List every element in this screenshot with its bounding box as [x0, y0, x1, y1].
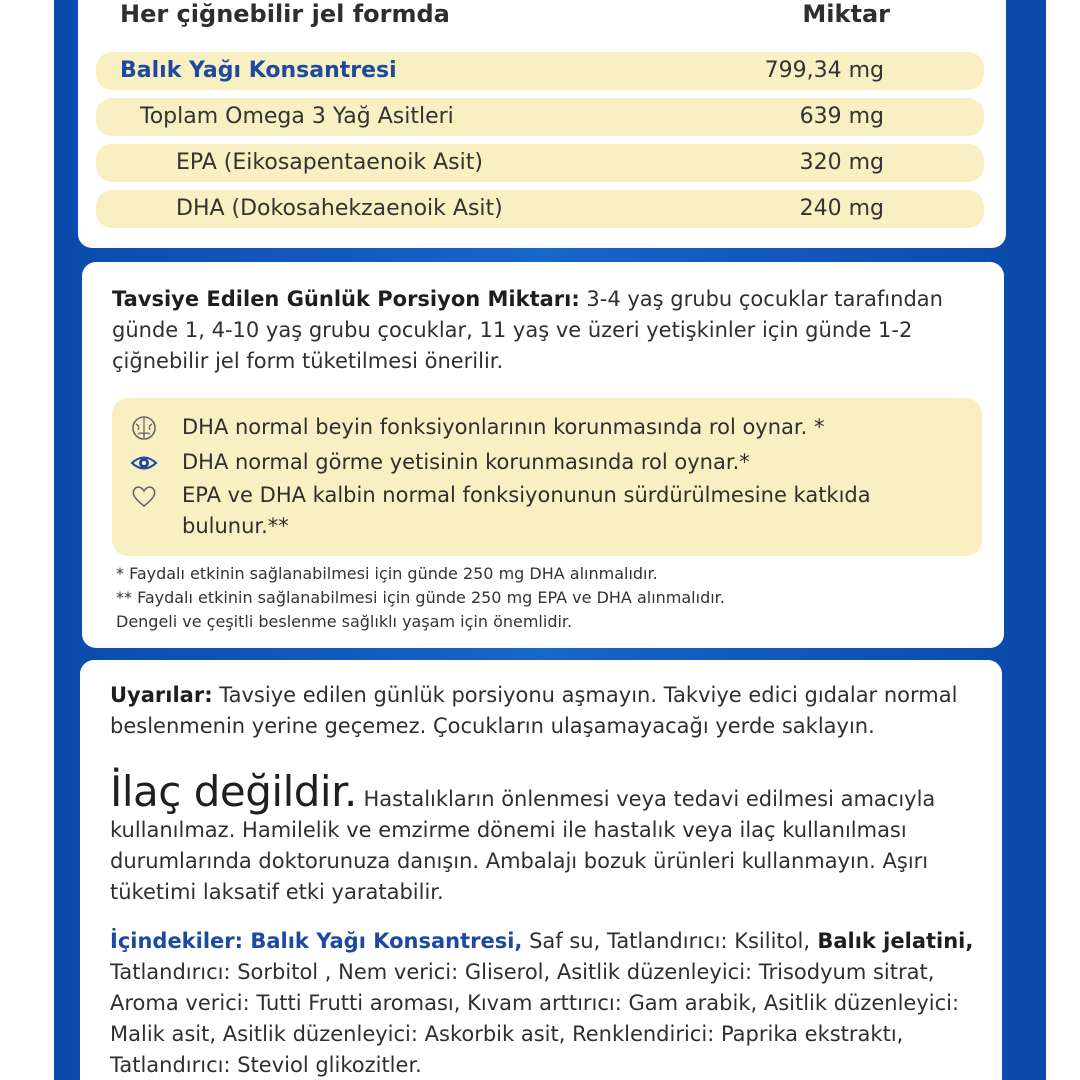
dosage-text [112, 284, 984, 377]
brain-icon [130, 415, 158, 441]
nutrition-header-right: Miktar [802, 0, 890, 28]
not-medicine-heading: İlaç değildir. [110, 767, 357, 816]
nutrient-amount: 639 mg [799, 104, 884, 129]
nutrient-name: Toplam Omega 3 Yağ Asitleri [140, 104, 454, 129]
nutrition-panel [78, 0, 1006, 248]
dosage-body: 3-4 yaş grubu çocuklar tarafından günde 1, 4-10 yaş grubu çocuklar, 11 yaş ve üzeri yetişkinler için günde 1-2 çiğnebilir jel form tüketilmesi önerilir. [112, 287, 943, 373]
nutrient-amount: 799,34 mg [764, 58, 884, 83]
eye-icon [130, 450, 158, 476]
nutrient-name: EPA (Eikosapentaenoik Asit) [176, 150, 483, 175]
nutrition-row [96, 98, 984, 136]
claim-text: EPA ve DHA kalbin normal fonksiyonunun sürdürülmesine katkıda bulunur.** [182, 483, 871, 538]
claim-text: DHA normal beyin fonksiyonlarının korunmasında rol oynar. * [182, 415, 825, 439]
ingredients-text [110, 926, 982, 1080]
right-edge [1046, 0, 1080, 1080]
not-medicine-body: Hastalıkların önlenmesi veya tedavi edilmesi amacıyla kullanılmaz. Hamilelik ve emzirme dönemi ile hastalık veya ilaç kullanılması durumlarında doktorunuza danışın. Ambalajı bozuk ürünleri kullanmayın. Aşırı tüketimi laksatif etki yaratabilir. [110, 787, 936, 904]
warnings-label: Uyarılar: [110, 683, 213, 707]
health-claims-box [112, 398, 982, 556]
nutrient-name: DHA (Dokosahekzaenoik Asit) [176, 196, 503, 221]
ingredients-part2: Tatlandırıcı: Sorbitol , Nem verici: Gliserol, Asitlik düzenleyici: Trisodyum sitrat, Aroma verici: Tutti Frutti aroması, Kıvam arttırıcı: Gam arabik, Asitlik düzenleyici: Malik asit, Asitlik düzenleyici: Askorbik asit, Renklendirici: Paprika ekstraktı, Tatlandırıcı: Steviol glikozitler. [110, 960, 960, 1077]
nutrition-row [96, 52, 984, 90]
claim-text: DHA normal görme yetisinin korunmasında rol oynar.* [182, 450, 750, 474]
nutrient-amount: 320 mg [799, 150, 884, 175]
dosage-label: Tavsiye Edilen Günlük Porsiyon Miktarı: [112, 287, 580, 311]
nutrition-row [96, 190, 984, 228]
warnings-panel [80, 660, 1002, 1080]
ingredient-fish-gelatin: Balık jelatini, [810, 929, 974, 953]
ingredients-part1: Saf su, Tatlandırıcı: Ksilitol, [522, 929, 811, 953]
warnings-body: Tavsiye edilen günlük porsiyonu aşmayın. Takviye edici gıdalar normal beslenmenin yerine geçemez. Çocukların ulaşamayacağı yerde saklayın. [110, 683, 958, 738]
nutrition-row [96, 144, 984, 182]
footnote: Dengeli ve çeşitli beslenme sağlıklı yaşam için önemlidir. [116, 612, 573, 631]
heart-icon [130, 483, 158, 509]
left-edge [0, 0, 54, 1080]
ingredients-label: İçindekiler: [110, 929, 244, 953]
dosage-panel [82, 262, 1004, 648]
ingredient-fish-oil: Balık Yağı Konsantresi, [243, 929, 523, 953]
nutrient-name: Balık Yağı Konsantresi [120, 58, 397, 83]
nutrition-header-left: Her çiğnebilir jel formda [120, 0, 450, 28]
nutrient-amount: 240 mg [799, 196, 884, 221]
not-medicine-text [110, 767, 982, 908]
footnote: * Faydalı etkinin sağlanabilmesi için günde 250 mg DHA alınmalıdır. [116, 564, 658, 583]
footnote: ** Faydalı etkinin sağlanabilmesi için günde 250 mg EPA ve DHA alınmalıdır. [116, 588, 725, 607]
warnings-text [110, 680, 982, 742]
